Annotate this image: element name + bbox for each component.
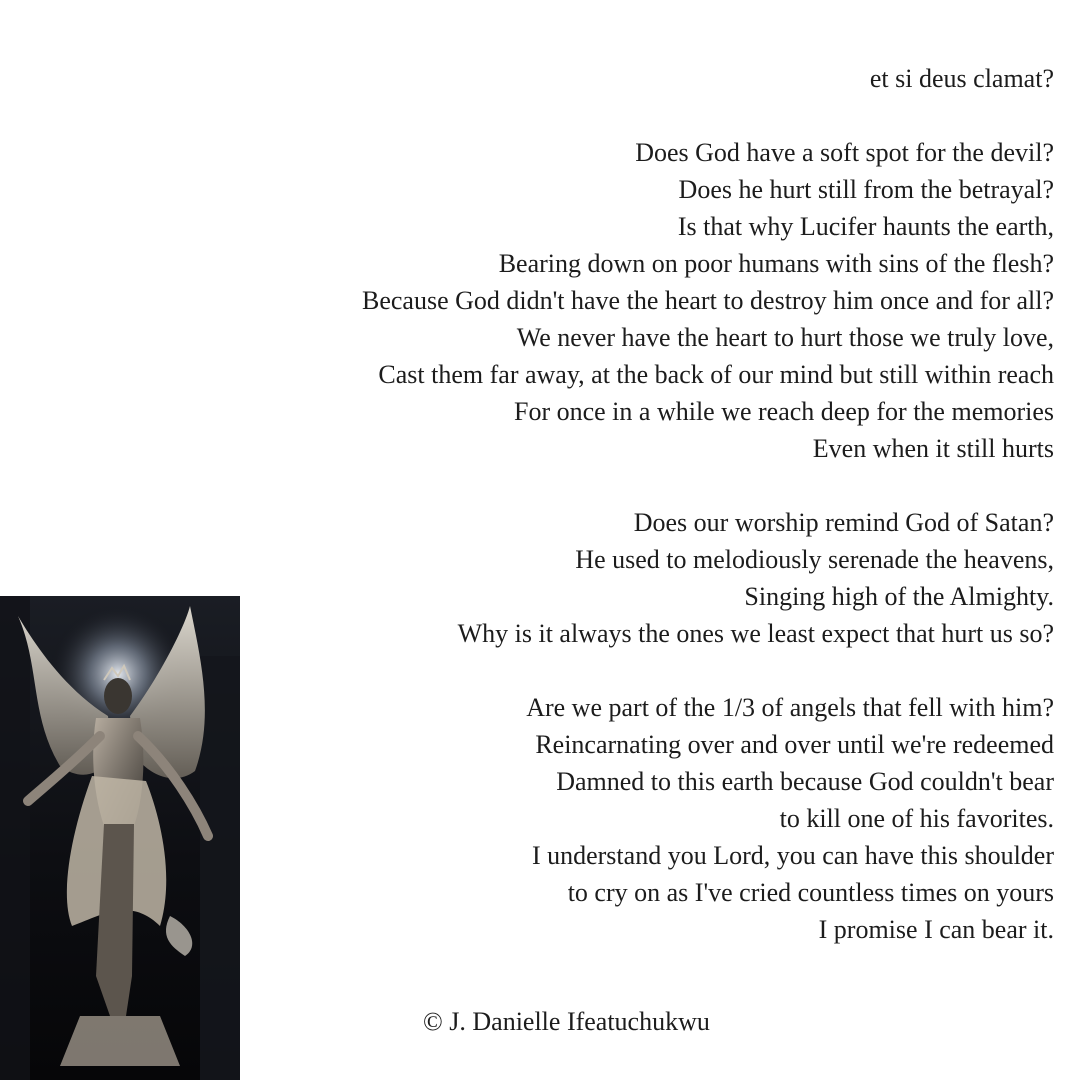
poem-line: Singing high of the Almighty.	[744, 582, 1054, 611]
poem-line: For once in a while we reach deep for the memories	[513, 397, 1054, 426]
poem-line: Cast them far away, at the back of our mind but still within reach	[378, 360, 1054, 389]
poem-line: We never have the heart to hurt those we truly love,	[516, 323, 1054, 352]
poem-line: to kill one of his favorites.	[779, 804, 1054, 833]
poem-line: Damned to this earth because God couldn't bear	[556, 767, 1054, 796]
poem-line: Because God didn't have the heart to destroy him once and for all?	[361, 286, 1054, 315]
poem-line: Even when it still hurts	[812, 434, 1054, 463]
poem-line: He used to melodiously serenade the heavens,	[575, 545, 1054, 574]
poem-line: Bearing down on poor humans with sins of the flesh?	[498, 249, 1054, 278]
poem-line: I promise I can bear it.	[818, 915, 1054, 944]
poem-line: Does God have a soft spot for the devil?	[635, 138, 1054, 167]
poem-line: Why is it always the ones we least expect that hurt us so?	[457, 619, 1054, 648]
poem-line: I understand you Lord, you can have this shoulder	[531, 841, 1054, 870]
poem-line: to cry on as I've cried countless times on yours	[567, 878, 1054, 907]
stanza-break	[154, 467, 1054, 504]
angel-statue-icon	[0, 596, 240, 1080]
poem-line: Are we part of the 1/3 of angels that fell with him?	[526, 693, 1054, 722]
poem-title: et si deus clamat?	[869, 64, 1054, 93]
poem-line: Is that why Lucifer haunts the earth,	[677, 212, 1054, 241]
angel-statue-illustration	[0, 596, 240, 1080]
poem-line: Does our worship remind God of Satan?	[633, 508, 1054, 537]
stanza-break	[154, 97, 1054, 134]
poem-line: Does he hurt still from the betrayal?	[678, 175, 1054, 204]
poem-line: Reincarnating over and over until we're redeemed	[535, 730, 1054, 759]
poem	[154, 60, 1054, 948]
stanza-break	[154, 652, 1054, 689]
copyright-credit: © J. Danielle Ifeatuchukwu	[423, 1007, 710, 1036]
